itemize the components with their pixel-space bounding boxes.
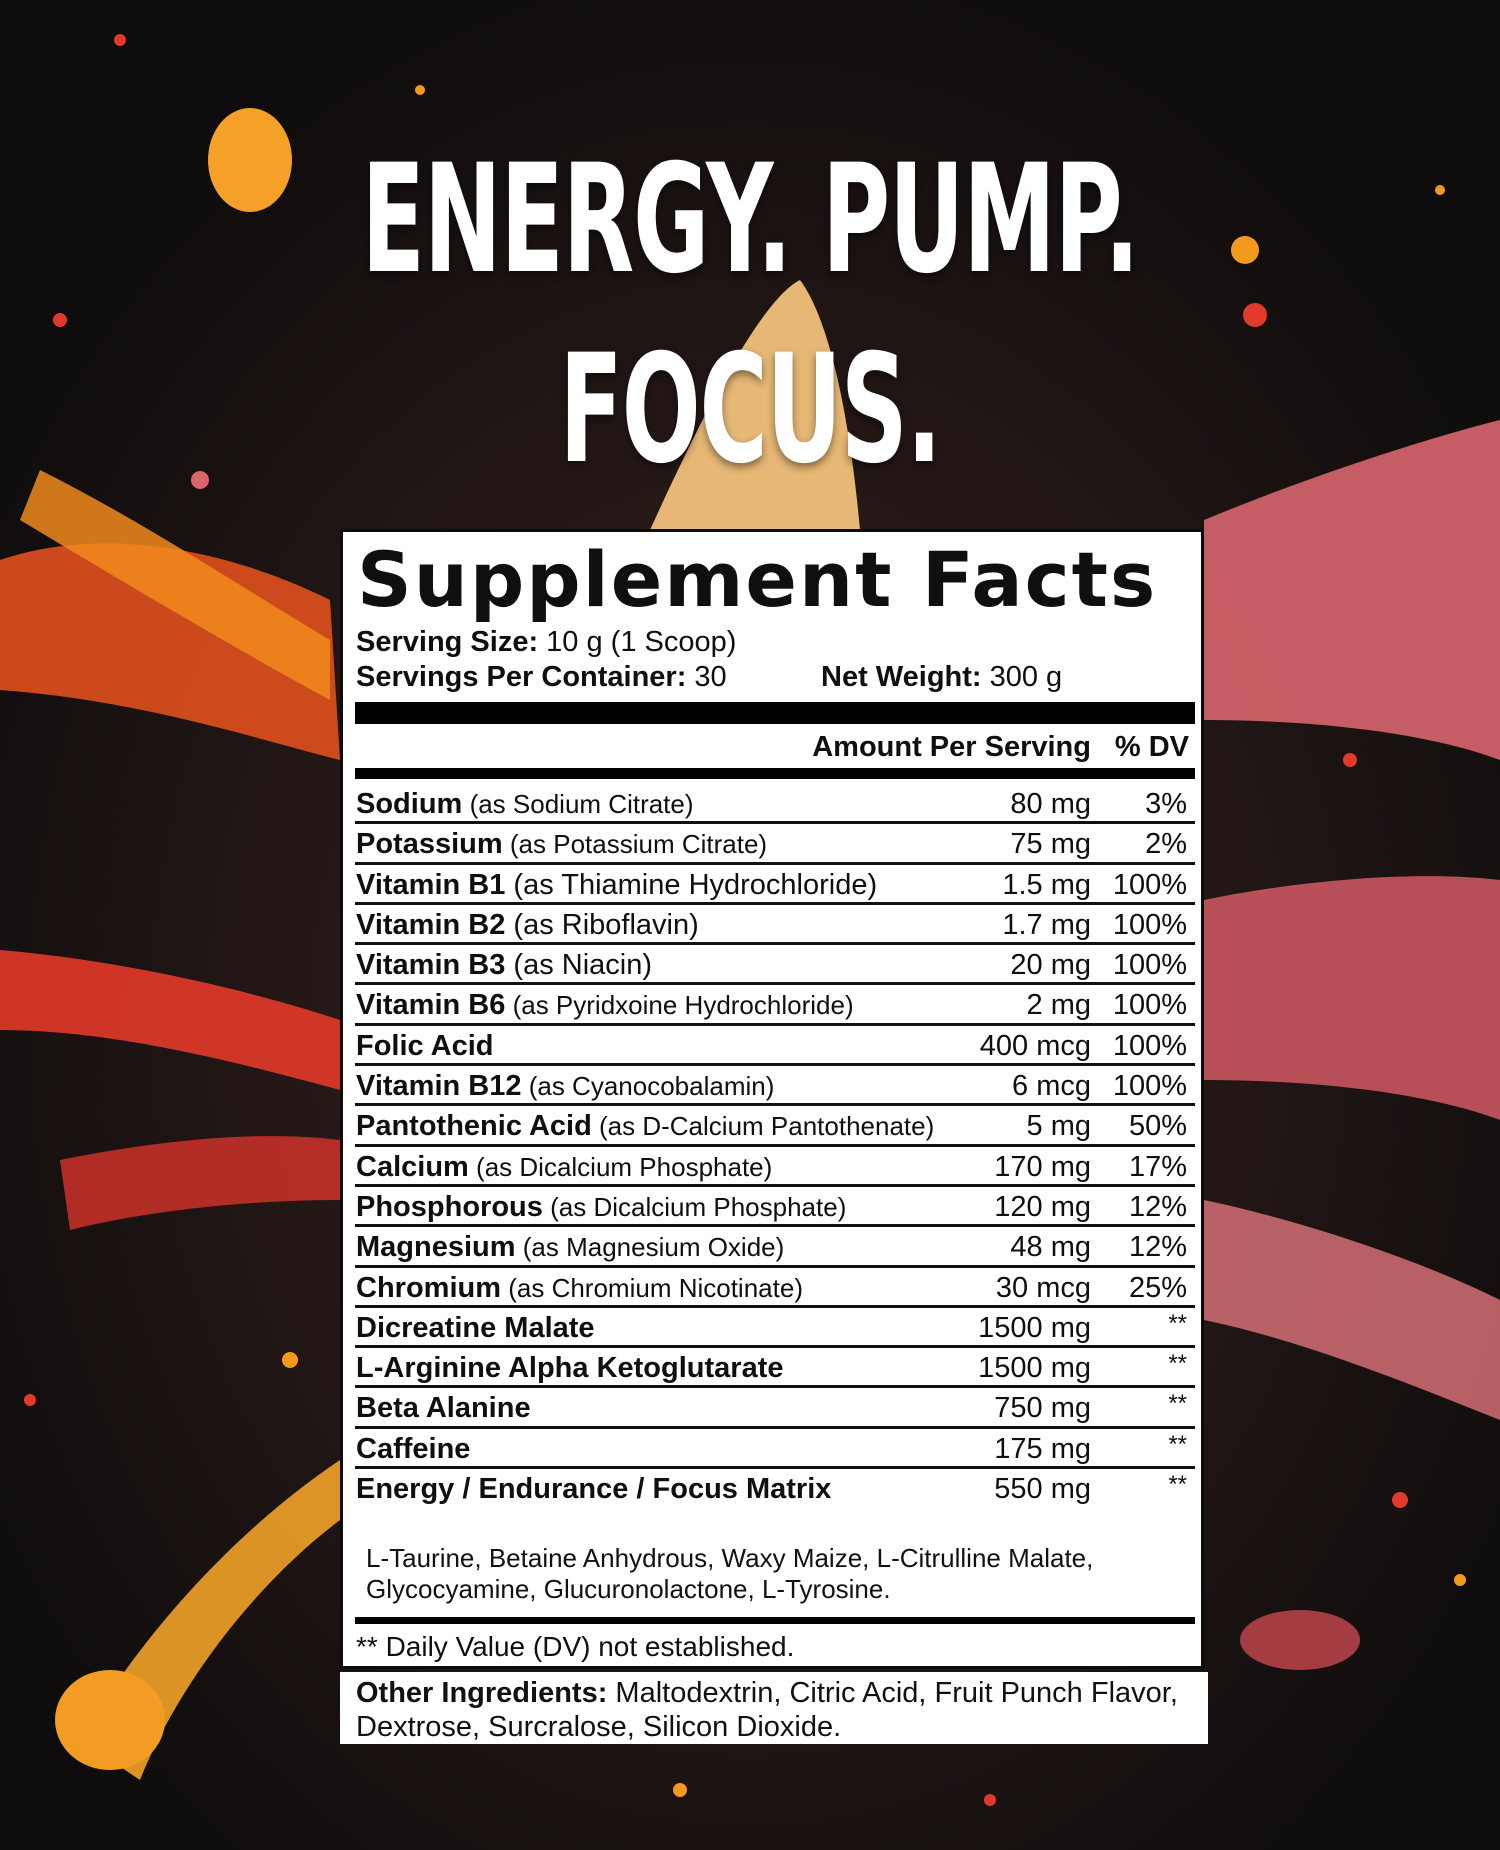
other-ingredients-label: Other Ingredients: [356,1677,608,1709]
nutrient-name: Vitamin B1 (as Thiamine Hydrochloride) [356,868,878,901]
net-weight-label: Net Weight: [821,661,982,693]
nutrient-row [355,985,1195,1025]
nutrient-dv: ** [1168,1471,1187,1499]
nutrient-row [355,945,1195,985]
dv-footnote: ** Daily Value (DV) not established. [356,1631,795,1662]
nutrient-name: Vitamin B2 (as Riboflavin) [356,908,699,941]
nutrient-dv: 12% [1128,1190,1187,1223]
nutrient-dv: 2% [1145,828,1187,861]
nutrient-amount: 550 mg [994,1473,1091,1506]
nutrient-amount: 80 mg [1010,788,1091,820]
nutrient-row [355,1147,1195,1187]
nutrient-row [355,905,1195,945]
nutrient-rows [355,784,1195,1509]
other-ingredients [340,1672,1208,1744]
medium-divider [355,768,1195,779]
nutrient-amount: 48 mg [1010,1231,1091,1264]
nutrient-amount: 2 mg [1026,989,1091,1022]
nutrient-name: Vitamin B12 (as Cyanocobalamin) [356,1070,775,1103]
nutrient-amount: 1500 mg [978,1311,1091,1344]
nutrient-row [355,1227,1195,1267]
supplement-facts-panel [340,529,1204,1669]
nutrient-row [355,1388,1195,1428]
nutrient-amount: 1.5 mg [1002,868,1091,901]
nutrient-dv: ** [1168,1309,1187,1337]
servings-per-container-label: Servings Per Container: [356,661,687,693]
amount-per-serving-header: Amount Per Serving [812,731,1091,763]
net-weight [821,660,1062,694]
nutrient-row [355,1429,1195,1469]
nutrient-dv: 100% [1112,949,1187,982]
nutrient-amount: 750 mg [994,1392,1091,1425]
nutrient-row [355,1348,1195,1388]
nutrient-row [355,824,1195,864]
nutrient-dv: ** [1168,1350,1187,1378]
matrix-ingredients-line-1: L-Taurine, Betaine Anhydrous, Waxy Maize, L-Citrulline Malate, [366,1543,1094,1573]
serving-size-label: Serving Size: [356,626,539,658]
matrix-ingredients-line-2: Glycocyamine, Glucuronolactone, L-Tyrosine. [366,1574,891,1604]
servings-per-container-value: 30 [686,661,727,693]
daily-value-header: % DV [1114,731,1189,763]
nutrient-amount: 1500 mg [978,1352,1091,1385]
nutrient-dv: 100% [1112,1070,1187,1103]
nutrient-dv: 25% [1128,1271,1187,1304]
serving-size [356,625,736,659]
nutrient-amount: 20 mg [1010,949,1091,982]
nutrient-dv: 12% [1128,1231,1187,1264]
nutrient-dv: 100% [1112,989,1187,1022]
nutrient-name: Folic Acid [356,1029,494,1062]
nutrient-amount: 400 mcg [979,1029,1091,1062]
nutrient-dv: 100% [1112,868,1187,901]
facts-title: Supplement Facts [357,535,1158,624]
nutrient-row [355,1026,1195,1066]
nutrient-name: L-Arginine Alpha Ketoglutarate [356,1352,784,1385]
nutrient-amount: 120 mg [994,1190,1091,1223]
thick-divider [355,702,1195,724]
serving-size-value: 10 g (1 Scoop) [538,626,737,658]
nutrient-row [355,1469,1195,1509]
headline-line-2: FOCUS. [559,323,941,497]
servings-per-container [356,660,727,694]
net-weight-value: 300 g [981,661,1063,693]
nutrient-amount: 170 mg [994,1150,1091,1183]
nutrient-name: Calcium (as Dicalcium Phosphate) [356,1150,773,1183]
nutrient-name: Energy / Endurance / Focus Matrix [356,1473,832,1506]
nutrient-dv: 100% [1112,1029,1187,1062]
nutrient-name: Caffeine [356,1432,471,1465]
nutrient-dv: 17% [1128,1150,1187,1183]
nutrient-name: Sodium (as Sodium Citrate) [356,788,694,820]
nutrient-name: Dicreatine Malate [356,1311,595,1344]
nutrient-amount: 6 mcg [1012,1070,1091,1103]
other-ingredients-text: Maltodextrin, Citric Acid, Fruit Punch Flavor, Dextrose, Surcralose, Silicon Dioxide. [356,1677,1178,1743]
nutrient-row [355,1187,1195,1227]
nutrient-name: Phosphorous (as Dicalcium Phosphate) [356,1190,847,1223]
nutrient-amount: 5 mg [1026,1110,1091,1143]
nutrient-row [355,865,1195,905]
nutrient-name: Chromium (as Chromium Nicotinate) [356,1271,803,1304]
nutrient-name: Potassium (as Potassium Citrate) [356,828,768,861]
nutrient-row [355,1106,1195,1146]
end-divider [355,1617,1195,1624]
nutrient-name: Beta Alanine [356,1392,531,1425]
nutrient-row [355,1268,1195,1308]
nutrient-name: Vitamin B3 (as Niacin) [356,949,653,982]
nutrient-name: Vitamin B6 (as Pyridxoine Hydrochloride) [356,989,854,1022]
nutrient-amount: 175 mg [994,1432,1091,1465]
nutrient-dv: ** [1168,1430,1187,1458]
nutrient-name: Magnesium (as Magnesium Oxide) [356,1231,785,1264]
nutrient-dv: 50% [1128,1110,1187,1143]
headline-line-1: ENERGY. PUMP. [361,133,1139,307]
nutrient-row [355,1066,1195,1106]
nutrient-dv: 100% [1112,908,1187,941]
nutrient-dv: ** [1168,1390,1187,1418]
nutrient-amount: 75 mg [1010,828,1091,861]
nutrient-row [355,1308,1195,1348]
nutrient-dv: 3% [1145,788,1187,820]
nutrient-name: Pantothenic Acid (as D-Calcium Pantothenate) [356,1110,935,1143]
matrix-ingredients [366,1543,1126,1605]
nutrient-amount: 1.7 mg [1002,908,1091,941]
nutrient-row [355,784,1195,824]
nutrient-amount: 30 mcg [995,1271,1091,1304]
